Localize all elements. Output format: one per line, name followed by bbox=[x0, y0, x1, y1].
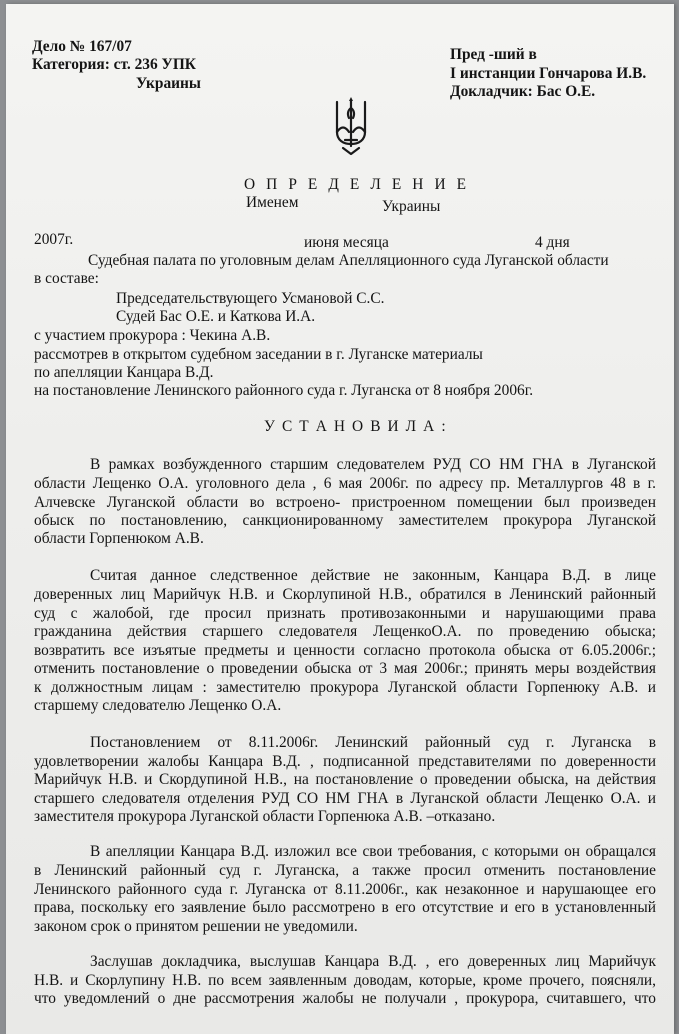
document-page bbox=[6, 4, 674, 1034]
paragraph-line: В рамках возбужденного старшим следователем РУД СО НМ ГНА в Луганской bbox=[90, 456, 656, 473]
appeal-of: по апелляции Канцара В.Д. bbox=[34, 364, 214, 381]
paragraph-line: доверенных лиц Марийчук Н.В. и Скорлупиной Н.В., обратился в Ленинский районный bbox=[34, 586, 656, 603]
paragraph-line: Заслушав докладчика, выслушав Канцара В.Д. , его доверенных лиц Марийчук bbox=[90, 953, 656, 970]
paragraph-line: Постановлением от 8.11.2006г. Ленинский районный суд г. Луганска в bbox=[90, 734, 656, 751]
paragraph-line: заместителя прокурора Луганской области Горпенюка А.В. –отказано. bbox=[34, 808, 496, 825]
paragraph-line: к должностным лицам : заместителю прокурора Луганской области Горпенюку А.В. и bbox=[34, 679, 656, 696]
reporter: Докладчик: Бас О.Е. bbox=[450, 83, 596, 100]
paragraph-line: Марийчук Н.В. и Скордупиной Н.В., на постановление о проведении обыска, на действия bbox=[34, 771, 656, 788]
composition-label: в составе: bbox=[34, 270, 99, 287]
court-chamber: Судебная палата по уголовным делам Апелляционного суда Луганской области bbox=[88, 252, 609, 269]
paragraph-line: права, поскольку его заявление было рассмотрено в его отсутствие и его в установленный bbox=[34, 899, 656, 916]
judges: Судей Бас О.Е. и Каткова И.А. bbox=[116, 308, 316, 325]
paragraph-line: Алчевске Луганской области во встроено- пристроенном помещении был произведен bbox=[34, 494, 656, 511]
presiding-judge: Председательствующего Усмановой С.С. bbox=[116, 290, 385, 307]
paragraph-line: старшему следователю Лещенко О.А. bbox=[34, 697, 282, 714]
case-category: Категория: ст. 236 УПК bbox=[32, 56, 196, 73]
paragraph-line: Ленинского районного суда г. Луганска от 8.11.2006г., как незаконное и нарушающее его bbox=[34, 881, 656, 898]
title-ukraine: Украины bbox=[382, 198, 441, 215]
presiding-first-instance-name: I инстанции Гончарова И.В. bbox=[450, 65, 647, 82]
date-month: июня месяца bbox=[304, 234, 389, 251]
case-category-country: Украины bbox=[136, 75, 201, 92]
document-title: О П Р Е Д Е Л Е Н И Е bbox=[244, 176, 470, 193]
paragraph-line: удовлетворении жалобы Канцара В.Д. , подписанной представителями по доверенности bbox=[34, 753, 656, 770]
paragraph-line: старшего следователя отделения РУД СО НМ ГНА в Луганской области Лещенко О.А. и bbox=[34, 790, 656, 807]
prosecutor: с участием прокурора : Чекина А.В. bbox=[34, 327, 271, 344]
paragraph-line: области Горпенюком А.В. bbox=[34, 530, 204, 547]
paragraph-line: гражданина действия старшего следователя ЛещенкоО.А. по проведению обыска; bbox=[34, 623, 656, 640]
paragraph-line: отменить постановление о проведении обыска от 3 мая 2006г.; принять меры воздействия bbox=[34, 660, 656, 677]
trident-coat-of-arms-icon bbox=[331, 96, 371, 158]
presiding-first-instance: Пред -ший в bbox=[450, 46, 537, 63]
paragraph-line: обыск по постановлению, санкционированному заместителем прокурора Луганской bbox=[34, 512, 656, 529]
paragraph-line: возвратить все изъятые предметы и ценности согласно протокола обыска от 6.05.2006г.; bbox=[34, 642, 656, 659]
paragraph-line: Н.В. и Скорлупину Н.В. по всем заявленным доводам, которые, кроме прочего, поясняли, bbox=[34, 972, 656, 989]
case-number: Дело № 167/07 bbox=[32, 38, 132, 55]
established-heading: У С Т А Н О В И Л А : bbox=[264, 418, 448, 435]
considered-materials: рассмотрев в открытом судебном заседании в г. Луганске материалы bbox=[34, 346, 483, 363]
date-year: 2007г. bbox=[34, 231, 74, 248]
paragraph-line: области Лещенко О.А. уголовного дела , 6 мая 2006г. по адресу пр. Металлургов 48 в г. bbox=[34, 475, 656, 492]
paragraph-line: законом срок о принятом решении не уведомили. bbox=[34, 918, 358, 935]
paragraph-line: суд с жалобой, где просил признать противозаконными и нарушающими права bbox=[34, 605, 656, 622]
paragraph-line: в Ленинский районный суд г. Луганска, а также просил отменить постановление bbox=[34, 862, 656, 879]
paragraph-line: Считая данное следственное действие не законным, Канцара В.Д. в лице bbox=[90, 567, 656, 584]
paragraph-line: В апелляции Канцара В.Д. изложил все свои требования, с которыми он обращался bbox=[90, 843, 656, 860]
title-name-of: Именем bbox=[246, 194, 299, 211]
paragraph-line: что уведомлений о дне рассмотрения жалобы не получали , прокурора, считавшего, что bbox=[34, 990, 656, 1007]
on-ruling: на постановление Ленинского районного суда г. Луганска от 8 ноября 2006г. bbox=[34, 382, 534, 399]
date-day: 4 дня bbox=[535, 234, 570, 251]
